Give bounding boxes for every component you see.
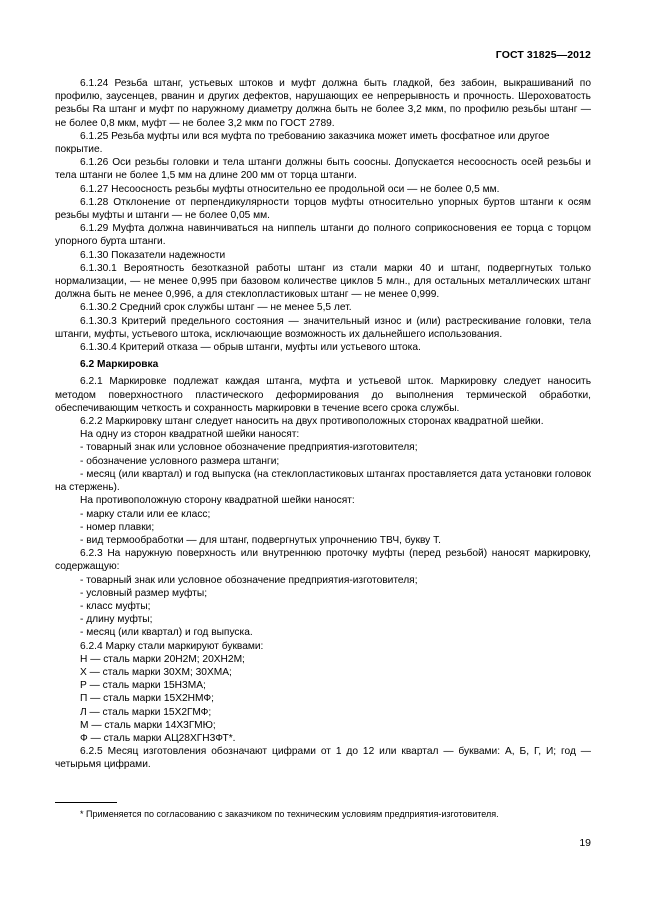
paragraph-6-2-4: 6.2.4 Марку стали маркируют буквами: [80, 640, 264, 652]
paragraph-6-1-25: 6.1.25 Резьба муфты или вся муфта по требованию заказчика может иметь фосфатное или другое покрытие. [55, 130, 550, 156]
steel-grade-item: Х — сталь марки 30ХМ; 30ХМА; [80, 666, 232, 678]
paragraph-6-1-28: 6.1.28 Отклонение от перпендикулярности торцов муфты относительно упорных буртов штанги к осям резьбы муфты и штанги — не более 0,05 мм. [55, 196, 591, 222]
list-item: - марку стали или ее класс; [80, 508, 211, 520]
list-item: - вид термообработки — для штанг, подвергнутых упрочнению ТВЧ, букву Т. [80, 534, 441, 546]
paragraph-6-2-2: 6.2.2 Маркировку штанг следует наносить на двух противоположных сторонах квадратной шейки. [80, 416, 544, 428]
list-item: - обозначение условного размера штанги; [80, 455, 280, 467]
paragraph-6-1-30-4: 6.1.30.4 Критерий отказа — обрыв штанги, муфты или устьевого штока. [80, 342, 421, 354]
steel-grade-item: Н — сталь марки 20Н2М; 20ХН2М; [80, 653, 245, 665]
paragraph-6-1-29: 6.1.29 Муфта должна навинчиваться на ниппель штанги до полного соприкосновения ее торца с торцом упорного бурта штанги. [55, 223, 591, 248]
paragraph-6-1-30: 6.1.30 Показатели надежности [80, 249, 226, 261]
document-body [55, 77, 591, 772]
paragraph-6-1-27: 6.1.27 Несоосность резьбы муфты относительно ее продольной оси — не более 0,5 мм. [80, 183, 500, 195]
paragraph-6-1-24: 6.1.24 Резьба штанг, устьевых штоков и муфт должна быть гладкой, без забоин, выкрашиваний по профилю, заусенцев, рванин и других дефектов, нарушающих ее непрерывность и прочность. Шероховатость резьбы Ra штанг и муфт по наружному диаметру должна быть не более 3,2 мкм, по профилю резьбы штанг — не более 0,8 мкм, муфт — не более 3,2 мкм по ГОСТ 2789. [55, 78, 591, 129]
paragraph-6-1-30-2: 6.1.30.2 Средний срок службы штанг — не менее 5,5 лет. [80, 302, 352, 314]
paragraph-6-2-3: 6.2.3 На наружную поверхность или внутреннюю проточку муфты (перед резьбой) наносят маркировку, содержащую: [55, 548, 591, 573]
list-item: - номер плавки; [80, 521, 155, 533]
footnote-divider [55, 802, 117, 803]
steel-grade-item: М — сталь марки 14Х3ГМЮ; [80, 719, 216, 731]
paragraph-opposite-side-intro: На противоположную сторону квадратной шейки наносят: [80, 495, 355, 507]
list-item: - месяц (или квартал) и год выпуска. [80, 627, 253, 639]
list-item: - товарный знак или условное обозначение предприятия-изготовителя; [80, 574, 418, 586]
page-number: 19 [579, 837, 591, 849]
list-item-long: - месяц (или квартал) и год выпуска (на стеклопластиковых штангах проставляется дата установки головок на стержень). [55, 468, 591, 494]
footnote: * Применяется по согласованию с заказчиком по техническим условиям предприятия-изготовителя. [80, 809, 499, 819]
steel-grade-item: Ф — сталь марки АЦ28ХГН3ФТ*. [80, 732, 236, 744]
steel-grade-item: Р — сталь марки 15Н3МА; [80, 680, 206, 692]
list-item: - длину муфты; [80, 614, 153, 626]
paragraph-first-side-intro: На одну из сторон квадратной шейки наносят: [80, 429, 300, 441]
paragraph-6-1-26: 6.1.26 Оси резьбы головки и тела штанги должны быть соосны. Допускается несоосность осей резьбы и тела штанги не более 1,5 мм на длине 200 мм от торца штанги. [55, 157, 591, 182]
list-item: - товарный знак или условное обозначение предприятия-изготовителя; [80, 442, 418, 454]
section-title-marking: 6.2 Маркировка [80, 359, 159, 371]
steel-grade-item: П — сталь марки 15Х2НМФ; [80, 693, 214, 705]
list-item: - класс муфты; [80, 600, 151, 612]
paragraph-6-1-30-3: 6.1.30.3 Критерий предельного состояния — значительный износ и (или) растрескивание головки, тела штанги, муфты, устьевого штока, исключающие возможность их дальнейшего использования. [55, 315, 591, 340]
paragraph-6-1-30-1: 6.1.30.1 Вероятность безотказной работы штанг из стали марки 40 и штанг, подвергнутых только нормализации, — не менее 0,995 при базовом количестве циклов 5 млн., для остальных металлических штанг должна быть не менее 0,996, а для стеклопластиковых штанг — не менее 0,999. [55, 262, 591, 301]
paragraph-6-2-1: 6.2.1 Маркировке подлежат каждая штанга, муфта и устьевой шток. Маркировку следует наносить методом поверхностного пластического деформирования до выполнения термической обработки, обеспечивающим четкость и сохранность маркировки в течение всего срока службы. [55, 376, 591, 414]
document-header: ГОСТ 31825—2012 [495, 49, 591, 61]
paragraph-6-2-5: 6.2.5 Месяц изготовления обозначают цифрами от 1 до 12 или квартал — буквами: А, Б, Г, И; год — четырьмя цифрами. [55, 746, 591, 771]
list-item: - условный размер муфты; [80, 587, 208, 599]
steel-grade-item: Л — сталь марки 15Х2ГМФ; [80, 706, 212, 718]
